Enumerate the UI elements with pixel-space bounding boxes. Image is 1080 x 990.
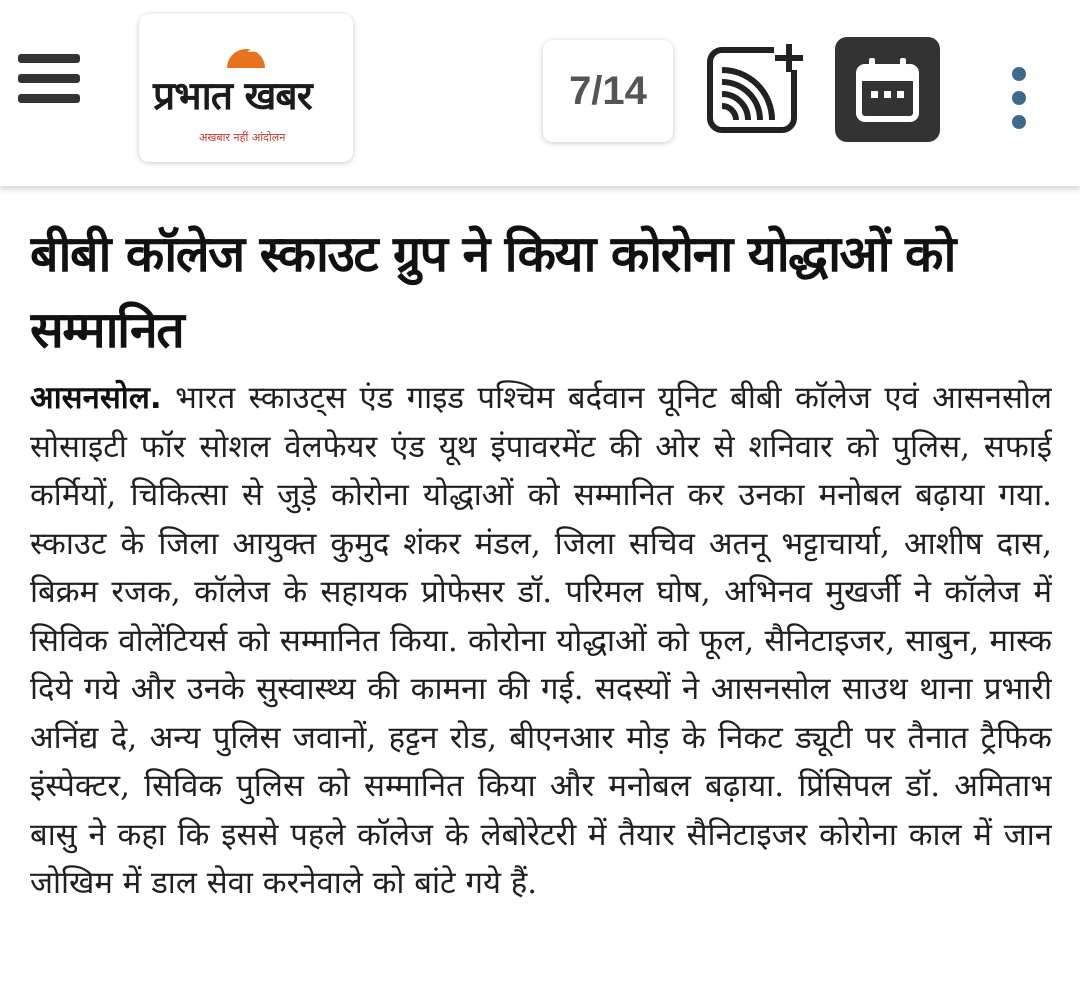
- article-dateline: आसनसोल.: [30, 380, 162, 416]
- calendar-icon: [835, 37, 940, 142]
- page-indicator[interactable]: 7/14: [543, 40, 673, 142]
- article-headline: बीबी कॉलेज स्काउट ग्रुप ने किया कोरोना योद्धाओं को सम्मानित: [30, 225, 955, 359]
- newspaper-logo[interactable]: [139, 14, 353, 162]
- logo-wordmark: प्रभात खबर: [153, 74, 312, 119]
- more-options-icon[interactable]: [1004, 64, 1034, 134]
- logo-tagline: अखबार नहीं आंदोलन: [199, 131, 286, 144]
- app-toolbar: [0, 0, 1080, 186]
- rss-add-icon[interactable]: [704, 40, 804, 136]
- article-body-text: भारत स्काउट्स एंड गाइड पश्चिम बर्दवान यूनिट बीबी कॉलेज एवं आसनसोल सोसाइटी फॉर सोशल वेलफेयर एंड यूथ इंपावरमेंट की ओर से शनिवार को पुलिस, सफाई कर्मियों, चिकित्सा से जुड़े कोरोना योद्धाओं को सम्मानित कर उनका मनोबल बढ़ाया गया. स्काउट के जिला आयुक्त कुमुद शंकर मंडल, जिला सचिव अतनू भट्टाचार्या, आशीष दास, बिक्रम रजक, कॉलेज के सहायक प्रोफेसर डॉ. परिमल घोष, अभिनव मुखर्जी ने कॉलेज में सिविक वोलेंटियर्स को सम्मानित किया. कोरोना योद्धाओं को फूल, सैनिटाइजर, साबुन, मास्क दिये गये और उनके सुस्वास्थ्य की कामना की गई. सदस्यों ने आसनसोल साउथ थाना प्रभारी अनिंद्य दे, अन्य पुलिस जवानों, हट्टन रोड, बीएनआर मोड़ के निकट ड्यूटी पर तैनात ट्रैफिक इंस्पेक्टर, सिविक पुलिस को सम्मानित किया और मनोबल बढ़ाया. प्रिंसिपल डॉ. अमिताभ बासु ने कहा कि इससे पहले कॉलेज के लेबोरेटरी में तैयार सैनिटाइजर कोरोना काल में जान जोखिम में डाल सेवा करनेवाले को बांटे गये हैं.: [30, 380, 1052, 901]
- logo-sun-icon: [225, 38, 267, 70]
- article-clip: [30, 216, 1052, 990]
- hamburger-menu-icon[interactable]: [18, 54, 80, 108]
- calendar-button[interactable]: [835, 37, 940, 142]
- article-body: [30, 374, 1052, 908]
